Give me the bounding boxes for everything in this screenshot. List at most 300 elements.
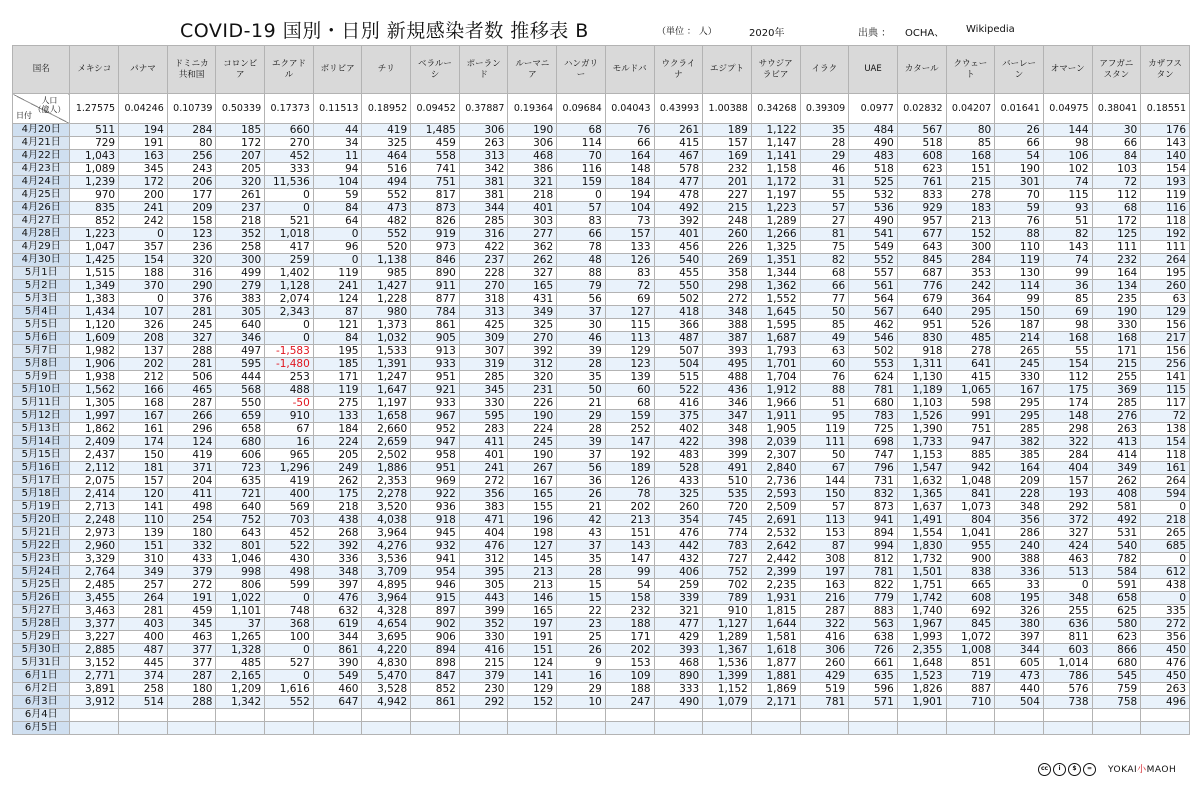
value-cell: 117 <box>1141 397 1190 410</box>
date-cell: 5月10日 <box>13 384 70 397</box>
value-cell: 388 <box>995 553 1044 566</box>
value-cell: 167 <box>508 475 557 488</box>
value-cell: 115 <box>605 319 654 332</box>
value-cell: 1,197 <box>362 397 411 410</box>
value-cell: 1,041 <box>946 527 995 540</box>
table-row <box>13 709 1190 722</box>
value-cell: 305 <box>459 579 508 592</box>
date-cell: 5月17日 <box>13 475 70 488</box>
value-cell: 725 <box>849 423 898 436</box>
value-cell: 2,414 <box>70 488 119 501</box>
value-cell: 159 <box>605 410 654 423</box>
value-cell: 330 <box>1092 319 1141 332</box>
table-row <box>13 345 1190 358</box>
value-cell: 492 <box>654 202 703 215</box>
value-cell: 68 <box>557 124 606 137</box>
value-cell: 241 <box>459 462 508 475</box>
date-cell: 5月26日 <box>13 592 70 605</box>
value-cell: 66 <box>995 137 1044 150</box>
table-row <box>13 254 1190 267</box>
table-row <box>13 618 1190 631</box>
value-cell: 910 <box>703 605 752 618</box>
value-cell: 69 <box>1043 306 1092 319</box>
value-cell: 719 <box>946 670 995 683</box>
value-cell <box>1092 722 1141 735</box>
population-cell: 1.00388 <box>703 94 752 124</box>
value-cell: 1,152 <box>703 683 752 696</box>
value-cell: 192 <box>605 449 654 462</box>
value-cell: 2,307 <box>751 449 800 462</box>
value-cell: 60 <box>605 384 654 397</box>
value-cell: 419 <box>265 475 314 488</box>
value-cell: 114 <box>995 280 1044 293</box>
value-cell: 552 <box>265 696 314 709</box>
value-cell: 190 <box>995 163 1044 176</box>
value-cell: 295 <box>995 410 1044 423</box>
value-cell: 230 <box>459 683 508 696</box>
value-cell: 156 <box>1141 345 1190 358</box>
value-cell: 932 <box>411 540 460 553</box>
value-cell: 784 <box>411 306 460 319</box>
value-cell: 552 <box>849 254 898 267</box>
value-cell: 1,365 <box>897 488 946 501</box>
value-cell: 643 <box>216 527 265 540</box>
value-cell: 59 <box>995 202 1044 215</box>
value-cell: 1,815 <box>751 605 800 618</box>
value-cell: 104 <box>313 176 362 189</box>
date-cell: 5月21日 <box>13 527 70 540</box>
value-cell: -1,583 <box>265 345 314 358</box>
value-cell: 528 <box>654 462 703 475</box>
value-cell: 433 <box>654 475 703 488</box>
value-cell: 209 <box>167 202 216 215</box>
value-cell: 255 <box>1092 371 1141 384</box>
value-cell: 4,038 <box>362 514 411 527</box>
value-cell: 492 <box>1092 514 1141 527</box>
value-cell: 432 <box>654 553 703 566</box>
value-cell: 126 <box>605 475 654 488</box>
value-cell: 1,079 <box>703 696 752 709</box>
value-cell: 463 <box>1043 553 1092 566</box>
value-cell: 154 <box>1141 163 1190 176</box>
value-cell: 783 <box>849 410 898 423</box>
population-cell: 0.04975 <box>1043 94 1092 124</box>
value-cell: 598 <box>946 397 995 410</box>
value-cell: 568 <box>216 384 265 397</box>
value-cell <box>1141 722 1190 735</box>
population-cell: 0.02832 <box>897 94 946 124</box>
value-cell: 30 <box>557 319 606 332</box>
date-cell: 5月5日 <box>13 319 70 332</box>
value-cell: 118 <box>1141 215 1190 228</box>
table-row <box>13 241 1190 254</box>
table-row <box>13 397 1190 410</box>
value-cell: 612 <box>1141 566 1190 579</box>
value-cell: 84 <box>1092 150 1141 163</box>
table-row <box>13 475 1190 488</box>
value-cell: 665 <box>946 579 995 592</box>
value-cell: 967 <box>411 410 460 423</box>
value-cell: 1,223 <box>70 228 119 241</box>
value-cell: 104 <box>605 202 654 215</box>
value-cell: 96 <box>313 241 362 254</box>
value-cell: 26 <box>995 124 1044 137</box>
value-cell: 702 <box>703 579 752 592</box>
value-cell: 320 <box>167 254 216 267</box>
value-cell: 172 <box>1092 215 1141 228</box>
value-cell: 147 <box>605 436 654 449</box>
value-cell: 902 <box>411 618 460 631</box>
value-cell: 1,911 <box>751 410 800 423</box>
value-cell: 224 <box>313 436 362 449</box>
value-cell: 1,391 <box>362 358 411 371</box>
value-cell: 188 <box>605 683 654 696</box>
value-cell: 50 <box>800 449 849 462</box>
value-cell: 595 <box>459 410 508 423</box>
value-cell: 0 <box>119 228 168 241</box>
value-cell: 561 <box>849 280 898 293</box>
value-cell: 519 <box>800 683 849 696</box>
value-cell: 226 <box>703 241 752 254</box>
value-cell: 129 <box>1141 306 1190 319</box>
value-cell: 851 <box>946 657 995 670</box>
value-cell: 80 <box>946 124 995 137</box>
value-cell: 260 <box>800 657 849 670</box>
value-cell: 29 <box>557 410 606 423</box>
corner-cell <box>13 94 70 124</box>
value-cell: 264 <box>119 592 168 605</box>
value-cell: 164 <box>1092 267 1141 280</box>
date-cell: 6月1日 <box>13 670 70 683</box>
value-cell: 129 <box>605 345 654 358</box>
value-cell: 567 <box>849 306 898 319</box>
value-cell: 175 <box>313 488 362 501</box>
value-cell: 109 <box>605 670 654 683</box>
header <box>0 0 1200 42</box>
date-cell: 5月2日 <box>13 280 70 293</box>
value-cell: 911 <box>411 280 460 293</box>
value-cell: 325 <box>508 319 557 332</box>
value-cell: 557 <box>849 267 898 280</box>
value-cell: 812 <box>849 553 898 566</box>
value-cell: 143 <box>1141 137 1190 150</box>
value-cell: 464 <box>362 150 411 163</box>
value-cell: 319 <box>459 358 508 371</box>
value-cell: 370 <box>119 280 168 293</box>
value-cell: 55 <box>800 189 849 202</box>
value-cell <box>995 722 1044 735</box>
value-cell: 151 <box>946 163 995 176</box>
value-cell: 303 <box>508 215 557 228</box>
value-cell <box>800 709 849 722</box>
country-header-cell: エジプト <box>703 46 752 94</box>
date-cell: 5月24日 <box>13 566 70 579</box>
value-cell: 1,197 <box>751 189 800 202</box>
value-cell: 4,220 <box>362 644 411 657</box>
value-cell: 877 <box>411 293 460 306</box>
table-row <box>13 280 1190 293</box>
value-cell: 292 <box>459 696 508 709</box>
value-cell: 232 <box>605 605 654 618</box>
value-cell: 35 <box>557 553 606 566</box>
value-cell: 846 <box>411 254 460 267</box>
value-cell: 1,014 <box>1043 657 1092 670</box>
date-cell: 5月27日 <box>13 605 70 618</box>
value-cell <box>313 722 362 735</box>
value-cell: 119 <box>313 384 362 397</box>
date-cell: 5月6日 <box>13 332 70 345</box>
value-cell: 116 <box>1141 202 1190 215</box>
value-cell: 400 <box>119 631 168 644</box>
value-cell: 1,138 <box>362 254 411 267</box>
value-cell: 247 <box>605 696 654 709</box>
value-cell: 4,654 <box>362 618 411 631</box>
value-cell: 82 <box>800 254 849 267</box>
value-cell: 113 <box>800 514 849 527</box>
value-cell: 438 <box>1141 579 1190 592</box>
value-cell: 385 <box>995 449 1044 462</box>
value-cell: 195 <box>995 592 1044 605</box>
value-cell: 1,877 <box>751 657 800 670</box>
nd-icon: = <box>1083 763 1096 776</box>
value-cell: 259 <box>265 254 314 267</box>
value-cell: 540 <box>1092 540 1141 553</box>
value-cell: 507 <box>654 345 703 358</box>
value-cell: 377 <box>167 657 216 670</box>
value-cell: 54 <box>605 579 654 592</box>
value-cell: 322 <box>1043 436 1092 449</box>
value-cell: 822 <box>849 579 898 592</box>
value-cell: 1,120 <box>70 319 119 332</box>
value-cell: 150 <box>800 488 849 501</box>
value-cell: 398 <box>703 436 752 449</box>
value-cell: 300 <box>946 241 995 254</box>
value-cell: 933 <box>411 397 460 410</box>
value-cell: 431 <box>508 293 557 306</box>
value-cell: 218 <box>1141 514 1190 527</box>
value-cell: 527 <box>265 657 314 670</box>
value-cell: 395 <box>459 566 508 579</box>
value-cell: 452 <box>265 150 314 163</box>
value-cell: 1,008 <box>946 644 995 657</box>
value-cell: 151 <box>119 540 168 553</box>
value-cell: 2,660 <box>362 423 411 436</box>
value-cell: 84 <box>313 202 362 215</box>
value-cell: 679 <box>897 293 946 306</box>
value-cell: 1,367 <box>703 644 752 657</box>
value-cell: 9 <box>557 657 606 670</box>
value-cell: 0 <box>1141 553 1190 566</box>
value-cell: 1,869 <box>751 683 800 696</box>
value-cell: 88 <box>800 384 849 397</box>
value-cell: 918 <box>897 345 946 358</box>
value-cell: 318 <box>459 293 508 306</box>
date-label: 日付 <box>16 111 32 120</box>
date-cell: 4月21日 <box>13 137 70 150</box>
value-cell: 726 <box>849 644 898 657</box>
value-cell: 356 <box>995 514 1044 527</box>
value-cell: 207 <box>216 150 265 163</box>
value-cell: 897 <box>411 605 460 618</box>
value-cell: 265 <box>995 345 1044 358</box>
value-cell: 1,581 <box>751 631 800 644</box>
value-cell: 176 <box>1141 124 1190 137</box>
value-cell: 0 <box>1141 592 1190 605</box>
value-cell: 521 <box>265 215 314 228</box>
value-cell: 404 <box>459 527 508 540</box>
value-cell: 285 <box>459 215 508 228</box>
value-cell: 520 <box>362 241 411 254</box>
value-cell: 157 <box>605 228 654 241</box>
value-cell: 336 <box>995 566 1044 579</box>
value-cell: 796 <box>849 462 898 475</box>
value-cell: 322 <box>800 618 849 631</box>
value-cell: 68 <box>800 267 849 280</box>
value-cell: 1,536 <box>703 657 752 670</box>
value-cell: 745 <box>703 514 752 527</box>
value-cell: 168 <box>1043 332 1092 345</box>
value-cell: 345 <box>459 384 508 397</box>
country-header-cell: イラク <box>800 46 849 94</box>
country-header-cell: ボリビア <box>313 46 362 94</box>
value-cell: 1,485 <box>411 124 460 137</box>
table-row <box>13 228 1190 241</box>
value-cell: 2,353 <box>362 475 411 488</box>
date-cell: 4月20日 <box>13 124 70 137</box>
date-cell: 5月8日 <box>13 358 70 371</box>
value-cell: 164 <box>995 462 1044 475</box>
value-cell: 1,912 <box>751 384 800 397</box>
value-cell: 190 <box>508 124 557 137</box>
value-cell: 369 <box>1092 384 1141 397</box>
cases-table <box>12 45 1190 735</box>
value-cell: 11,536 <box>265 176 314 189</box>
value-cell: 941 <box>849 514 898 527</box>
value-cell: 478 <box>654 189 703 202</box>
population-cell: 1.27575 <box>70 94 119 124</box>
value-cell: 366 <box>654 319 703 332</box>
value-cell: 256 <box>1141 358 1190 371</box>
value-cell: 285 <box>459 371 508 384</box>
value-cell <box>1141 709 1190 722</box>
value-cell <box>119 709 168 722</box>
value-cell: 455 <box>654 267 703 280</box>
table-row <box>13 540 1190 553</box>
value-cell: 10 <box>557 696 606 709</box>
table-row <box>13 371 1190 384</box>
table-row <box>13 189 1190 202</box>
value-cell: 139 <box>605 371 654 384</box>
value-cell: 75 <box>800 241 849 254</box>
value-cell: 1,328 <box>216 644 265 657</box>
value-cell: 260 <box>1141 280 1190 293</box>
value-cell: 747 <box>849 449 898 462</box>
value-cell: 804 <box>946 514 995 527</box>
value-cell: 57 <box>800 202 849 215</box>
value-cell: 2,502 <box>362 449 411 462</box>
value-cell: 852 <box>70 215 119 228</box>
value-cell: 731 <box>849 475 898 488</box>
value-cell: 1,966 <box>751 397 800 410</box>
value-cell: 259 <box>654 579 703 592</box>
value-cell: 194 <box>605 189 654 202</box>
value-cell: 3,455 <box>70 592 119 605</box>
value-cell: 362 <box>508 241 557 254</box>
value-cell <box>70 709 119 722</box>
value-cell: 78 <box>557 241 606 254</box>
value-cell: 99 <box>1043 267 1092 280</box>
value-cell: 4,942 <box>362 696 411 709</box>
value-cell: 973 <box>411 241 460 254</box>
value-cell: 320 <box>508 371 557 384</box>
value-cell: 584 <box>1092 566 1141 579</box>
value-cell: 3,520 <box>362 501 411 514</box>
value-cell <box>1043 722 1092 735</box>
value-cell: 245 <box>508 436 557 449</box>
value-cell: 262 <box>313 475 362 488</box>
value-cell: 241 <box>313 280 362 293</box>
value-cell: 237 <box>216 202 265 215</box>
value-cell <box>703 722 752 735</box>
value-cell: 171 <box>605 631 654 644</box>
value-cell: 1,687 <box>751 332 800 345</box>
table-row <box>13 267 1190 280</box>
value-cell: 336 <box>313 553 362 566</box>
country-header-cell: ドミニカ共和国 <box>167 46 216 94</box>
value-cell: 2,442 <box>751 553 800 566</box>
value-cell: 1,065 <box>946 384 995 397</box>
table-body <box>13 124 1190 735</box>
value-cell: 113 <box>605 332 654 345</box>
value-cell: 184 <box>605 176 654 189</box>
signature-text2: MAOH <box>1146 765 1177 775</box>
value-cell: 55 <box>1043 345 1092 358</box>
table-row <box>13 527 1190 540</box>
value-cell: 416 <box>654 397 703 410</box>
value-cell: 156 <box>1141 319 1190 332</box>
source-wikipedia: Wikipedia <box>966 24 1015 35</box>
value-cell: 2,485 <box>70 579 119 592</box>
date-cell: 5月9日 <box>13 371 70 384</box>
value-cell: 206 <box>167 176 216 189</box>
value-cell: 325 <box>362 137 411 150</box>
value-cell <box>508 722 557 735</box>
value-cell: 502 <box>654 293 703 306</box>
value-cell: 143 <box>605 540 654 553</box>
value-cell: 436 <box>703 384 752 397</box>
value-cell: 460 <box>313 683 362 696</box>
value-cell: 66 <box>1092 137 1141 150</box>
value-cell: 476 <box>654 527 703 540</box>
value-cell: 320 <box>216 176 265 189</box>
value-cell: 36 <box>1043 280 1092 293</box>
value-cell: 127 <box>508 540 557 553</box>
value-cell: 845 <box>946 618 995 631</box>
value-cell: 168 <box>1092 332 1141 345</box>
value-cell: 1,158 <box>751 163 800 176</box>
value-cell: 327 <box>1043 527 1092 540</box>
value-cell: 28 <box>557 566 606 579</box>
value-cell: 163 <box>119 150 168 163</box>
value-cell: 163 <box>800 579 849 592</box>
value-cell: 120 <box>119 488 168 501</box>
value-cell <box>459 709 508 722</box>
value-cell: 488 <box>265 384 314 397</box>
value-cell: 514 <box>119 696 168 709</box>
value-cell: 918 <box>411 514 460 527</box>
value-cell: 599 <box>265 579 314 592</box>
value-cell: 333 <box>654 683 703 696</box>
